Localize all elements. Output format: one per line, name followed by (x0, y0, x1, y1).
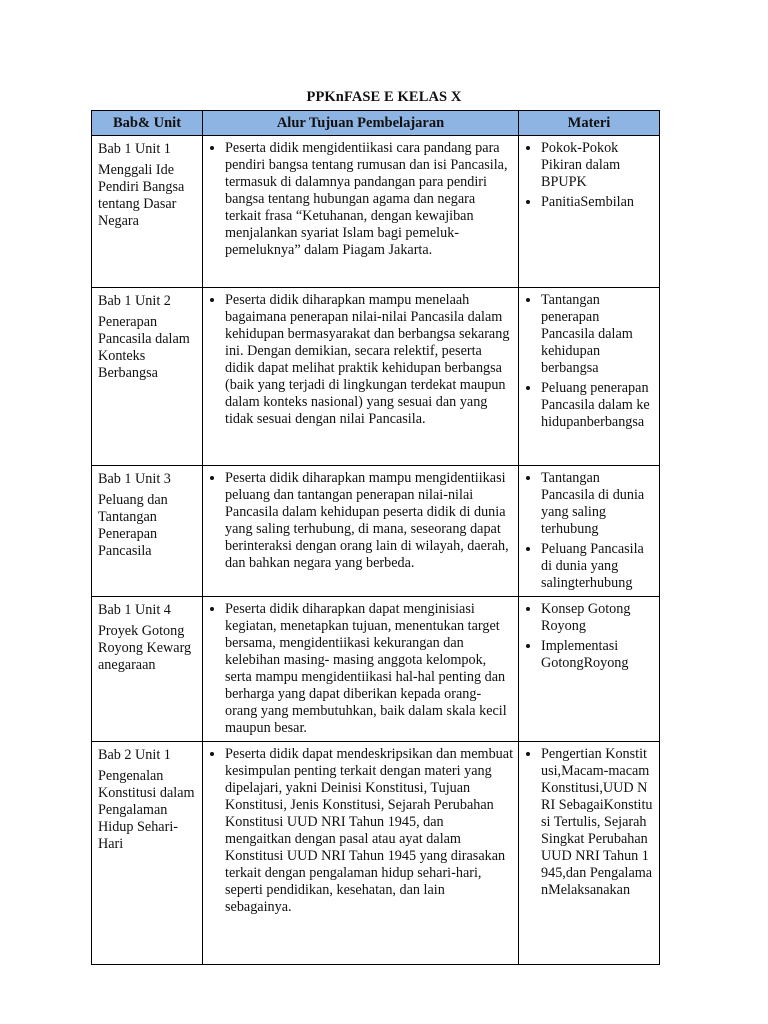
materi-cell (519, 288, 660, 466)
unit-number: Bab 2 Unit 1 (98, 747, 171, 763)
atp-text: • Peserta didik dapat mendeskripsikan dan membuat kesimpulan penting terkait dengan materi yang dipelajari, yakni Deinisi Konstitusi, Tujuan Konstitusi, Jenis Konstitusi, Sejarah Perubahan Konstitusi UUD NRI Tahun 1945, dan mengaitkan dengan pasal atau ayat dalam Konstitusi UUD NRI Tahun 1945 yang dirasakan terkait dengan pengalaman hidup sehari-hari, seperti pendidikan, kesehatan, dan lain sebagainya. (225, 746, 513, 916)
materi-item: • Peluang penerapan Pancasila dalam kehidupanberbangsa (541, 380, 654, 431)
curriculum-table (91, 110, 660, 965)
unit-cell (92, 742, 203, 965)
unit-cell (92, 597, 203, 742)
unit-cell (92, 136, 203, 288)
atp-text: • Peserta didik diharapkan mampu mengidentiikasi peluang dan tantangan penerapan nilai-nilai Pancasila dalam kehidupan peserta didik di dunia yang saling terhubung, di mana, seseorang dapat berinteraksi dengan orang lain di wilayah, daerah, dan bahkan negara yang berbeda. (225, 470, 513, 572)
materi-item: • Konsep Gotong Royong (541, 601, 654, 635)
materi-item: • Implementasi GotongRoyong (541, 638, 654, 672)
materi-cell (519, 136, 660, 288)
unit-number: Bab 1 Unit 2 (98, 293, 171, 309)
table-row (92, 288, 660, 466)
header-alur-tujuan: Alur Tujuan Pembelajaran (203, 111, 519, 136)
unit-name: Penerapan Pancasila dalam Konteks Berbangsa (98, 314, 190, 381)
header-bab-unit: Bab& Unit (92, 111, 203, 136)
atp-cell (203, 288, 519, 466)
materi-item: • Pengertian Konstitusi,Macam-macam Konstitusi,UUD NRI SebagaiKonstitusi Tertulis, SejarahSingkat PerubahanUUD NRI Tahun 1945,dan PengalamanMelaksanakan (541, 746, 654, 899)
unit-number: Bab 1 Unit 4 (98, 602, 171, 618)
unit-number: Bab 1 Unit 3 (98, 471, 171, 487)
materi-item: • Tantangan Pancasila di dunia yang saling terhubung (541, 470, 654, 538)
atp-cell (203, 466, 519, 597)
atp-text: • Peserta didik diharapkan dapat menginisiasi kegiatan, menetapkan tujuan, menentukan target bersama, mengidentiikasi kekurangan dan kelebihan masing- masing anggota kelompok, serta mampu mengidentiikasi hal-hal penting dan berharga yang dapat diberikan kepada orang-orang yang membutuhkan, baik dalam skala kecil maupun besar. (225, 601, 513, 737)
materi-item: • PanitiaSembilan (541, 194, 654, 211)
unit-cell (92, 288, 203, 466)
document-title: PPKnFASE E KELAS X (306, 89, 462, 105)
unit-number: Bab 1 Unit 1 (98, 141, 171, 157)
table-row (92, 597, 660, 742)
table-row (92, 742, 660, 965)
unit-name: Peluang dan Tantangan Penerapan Pancasila (98, 492, 168, 559)
atp-text: • Peserta didik mengidentiikasi cara pandang para pendiri bangsa tentang rumusan dan isi Pancasila, termasuk di dalamnya pandangan para pendiri bangsa tentang hubungan agama dan negara terkait frasa “Ketuhanan, dengan kewajiban menjalankan syariat Islam bagi pemeluk-pemeluknya” dalam Piagam Jakarta. (225, 140, 513, 259)
table-row (92, 466, 660, 597)
materi-item: • Tantangan penerapan Pancasila dalam kehidupan berbangsa (541, 292, 654, 377)
materi-item: • Peluang Pancasila di dunia yang salingterhubung (541, 541, 654, 592)
atp-cell (203, 136, 519, 288)
atp-text: • Peserta didik diharapkan mampu menelaah bagaimana penerapan nilai-nilai Pancasila dalam kehidupan bermasyarakat dan berbangsa sekarang ini. Dengan demikian, secara relektif, peserta didik dapat melihat praktik kehidupan berbangsa (baik yang terjadi di lingkungan terdekat maupun dalam konteks nasional) yang sesuai dan yang tidak sesuai dengan nilai Pancasila. (225, 292, 513, 428)
atp-cell (203, 742, 519, 965)
unit-name: Proyek Gotong Royong Kewarganegaraan (98, 623, 192, 673)
header-materi: Materi (519, 111, 660, 136)
unit-name: Menggali Ide Pendiri Bangsa tentang Dasar Negara (98, 162, 185, 229)
materi-cell (519, 597, 660, 742)
unit-cell (92, 466, 203, 597)
materi-cell (519, 742, 660, 965)
atp-cell (203, 597, 519, 742)
table-header-row (92, 111, 660, 136)
materi-cell (519, 466, 660, 597)
unit-name: Pengenalan Konstitusi dalam Pengalaman Hidup Sehari-Hari (98, 768, 195, 852)
table-row (92, 136, 660, 288)
materi-item: • Pokok-Pokok Pikiran dalam BPUPK (541, 140, 654, 191)
